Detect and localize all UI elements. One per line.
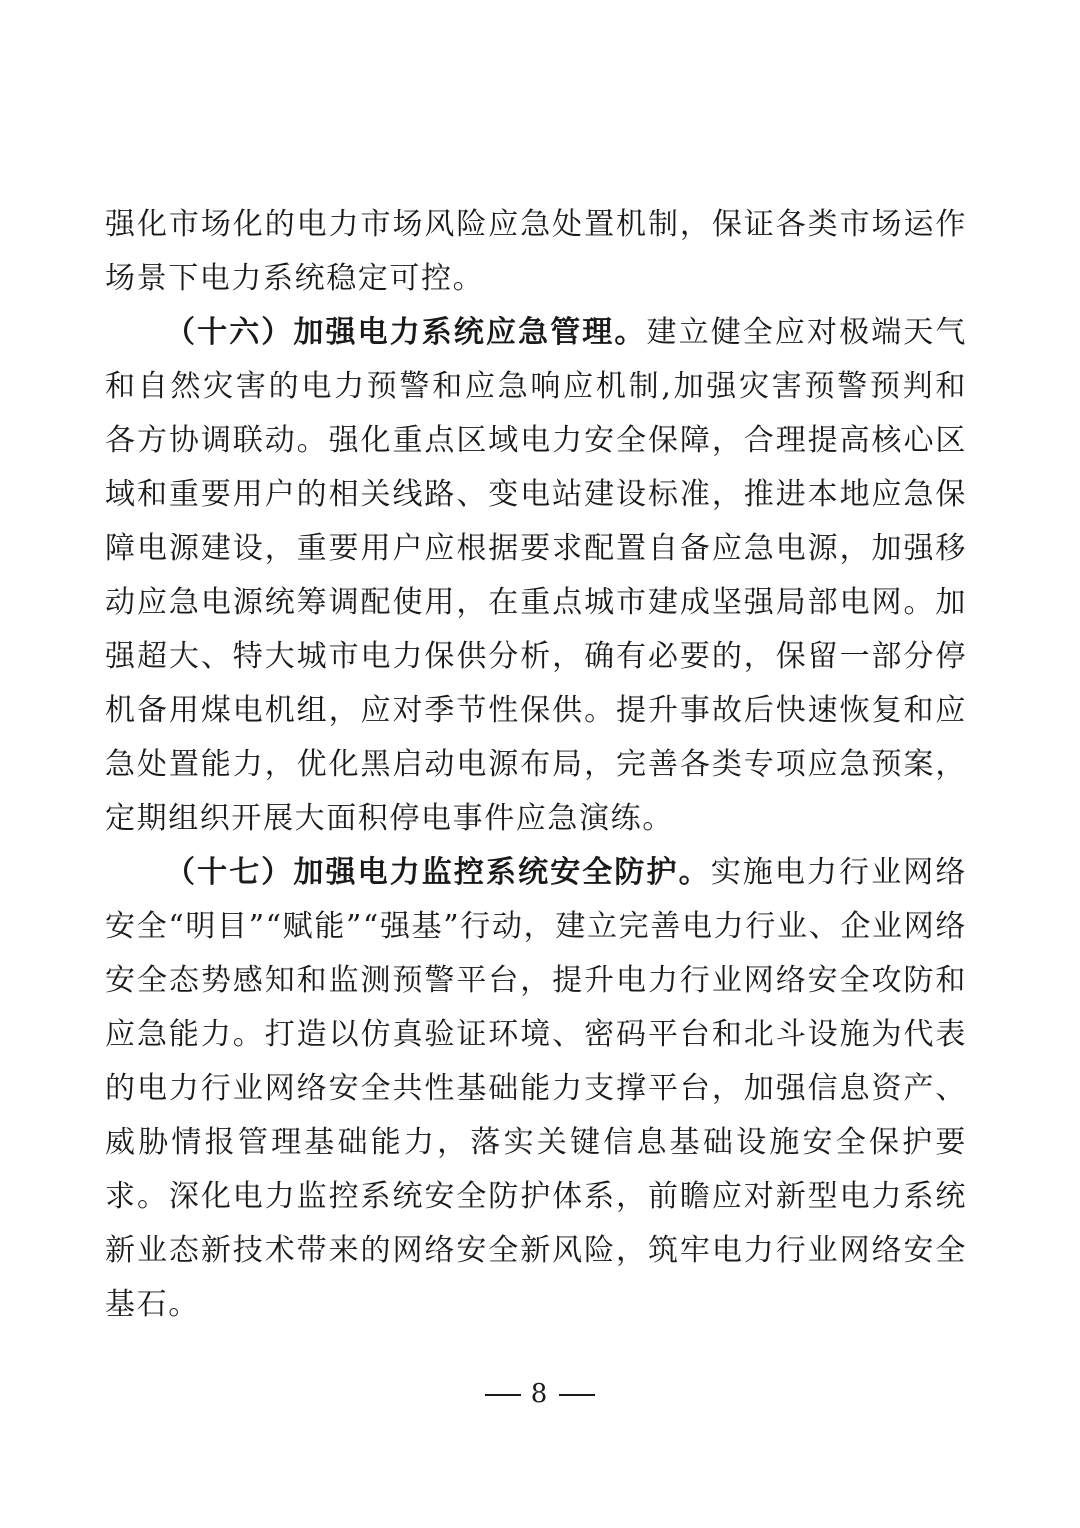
paragraph-text: 强化市场化的电力市场风险应急处置机制，保证各类市场运作场景下电力系统稳定可控。	[105, 207, 967, 296]
section-16-text: 建立健全应对极端天气和自然灾害的电力预警和应急响应机制,加强灾害预警预判和各方协调联动。强化重点区域电力安全保障，合理提高核心区域和重要用户的相关线路、变电站建设标准，推进本地应急保障电源建设，重要用户应根据要求配置自备应急电源，加强移动应急电源统筹调配使用，在重点城市建成坚强局部电网。加强超大、特大城市电力保供分析，确有必要的，保留一部分停机备用煤电机组，应对季节性保供。提升事故后快速恢复和应急处置能力，优化黑启动电源布局，完善各类专项应急预案，定期组织开展大面积停电事件应急演练。	[105, 315, 967, 836]
paragraph-section-16	[105, 306, 967, 846]
right-dash	[559, 1394, 595, 1396]
paragraph-section-17	[105, 846, 967, 1332]
section-16-heading: （十六）加强电力系统应急管理。	[165, 315, 647, 350]
section-17-text: 实施电力行业网络安全“明目”“赋能”“强基”行动，建立完善电力行业、企业网络安全态势感知和监测预警平台，提升电力行业网络安全攻防和应急能力。打造以仿真验证环境、密码平台和北斗设施为代表的电力行业网络安全共性基础能力支撑平台，加强信息资产、威胁情报管理基础能力，落实关键信息基础设施安全保护要求。深化电力监控系统安全防护体系，前瞻应对新型电力系统新业态新技术带来的网络安全新风险，筑牢电力行业网络安全基石。	[105, 855, 967, 1322]
page-number: 8	[530, 1379, 550, 1409]
page-number-footer	[0, 1377, 1080, 1411]
paragraph-continuation	[105, 198, 967, 306]
section-17-heading: （十七）加强电力监控系统安全防护。	[165, 855, 711, 890]
left-dash	[485, 1394, 521, 1396]
document-body	[105, 198, 967, 1332]
